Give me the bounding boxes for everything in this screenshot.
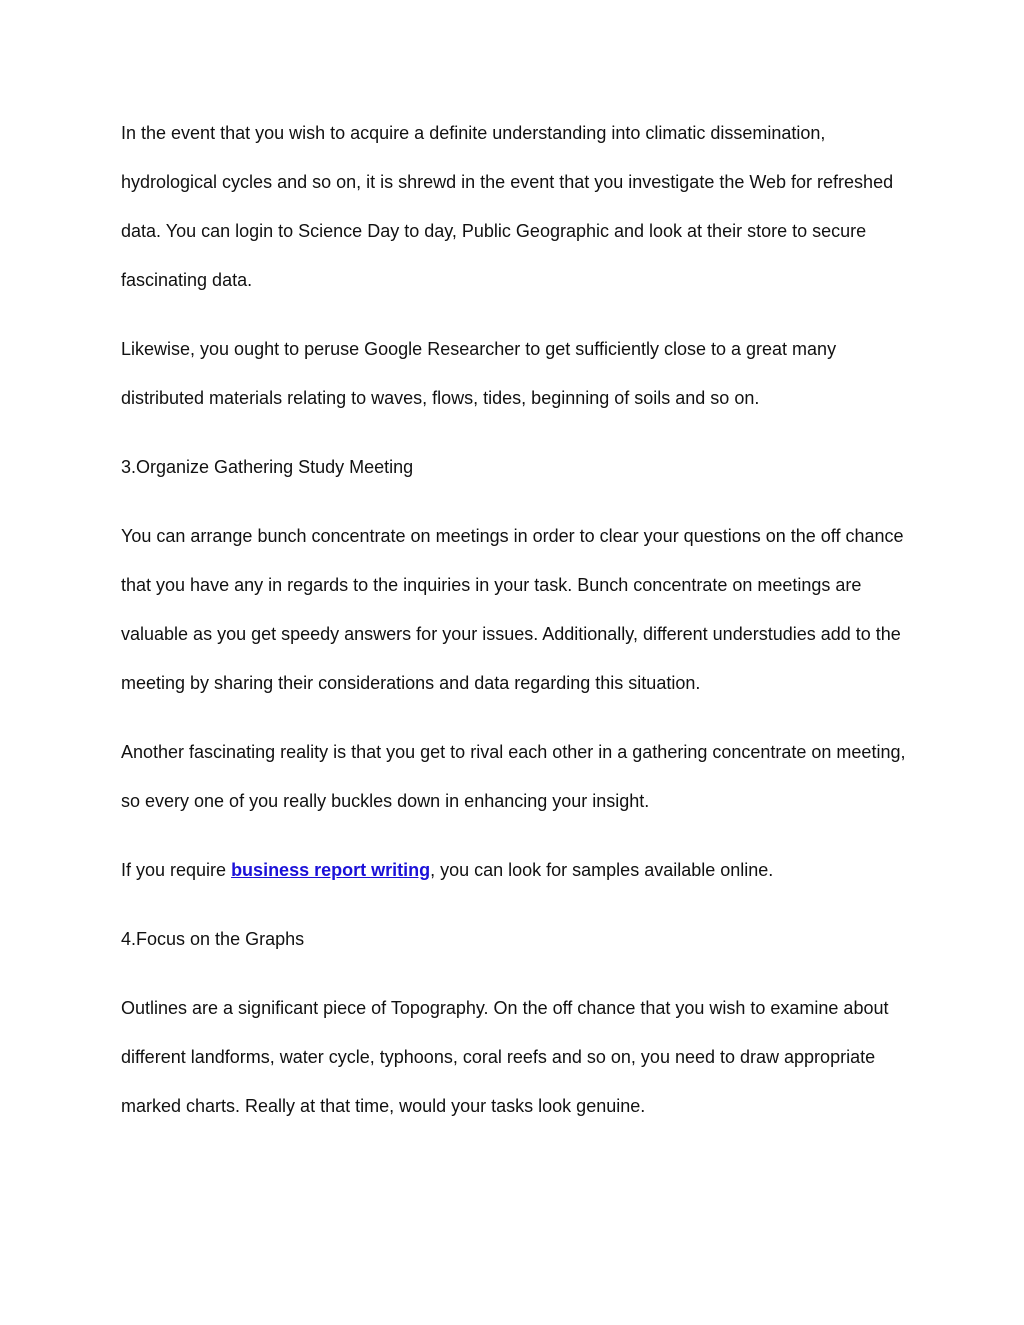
paragraph-climatic-data: In the event that you wish to acquire a definite understanding into climatic dissemination, hydrological cycles and so on, it is shrewd in the event that you investigate the Web for refreshed data. You can login to Science Day to day, Public Geographic and look at their store to secure fascinating data. — [121, 123, 894, 290]
paragraph-rival-each-other: Another fascinating reality is that you get to rival each other in a gathering concentrate on meeting, so every one of you really buckles down in enhancing your insight. — [121, 742, 906, 811]
paragraph-google-researcher: Likewise, you ought to peruse Google Researcher to get sufficiently close to a great many distributed materials relating to waves, flows, tides, beginning of soils and so on. — [121, 339, 837, 408]
business-report-writing-link[interactable]: business report writing — [231, 860, 431, 880]
paragraph-outlines: Outlines are a significant piece of Topography. On the off chance that you wish to examine about different landforms, water cycle, typhoons, coral reefs and so on, you need to draw appropriate marked charts. Really at that time, would your tasks look genuine. — [121, 998, 889, 1116]
paragraph-text-before-link: If you require — [121, 860, 232, 880]
section-heading-focus-graphs: 4.Focus on the Graphs — [121, 929, 305, 949]
section-heading-organize-meeting: 3.Organize Gathering Study Meeting — [121, 457, 414, 477]
paragraph-business-report — [121, 846, 911, 895]
paragraph-study-meetings: You can arrange bunch concentrate on meetings in order to clear your questions on the off chance that you have any in regards to the inquiries in your task. Bunch concentrate on meetings are valuable as you get speedy answers for your issues. Additionally, different understudies add to the meeting by sharing their considerations and data regarding this situation. — [121, 526, 904, 693]
document-body — [121, 109, 911, 1151]
paragraph-text-after-link: , you can look for samples available online. — [430, 860, 774, 880]
